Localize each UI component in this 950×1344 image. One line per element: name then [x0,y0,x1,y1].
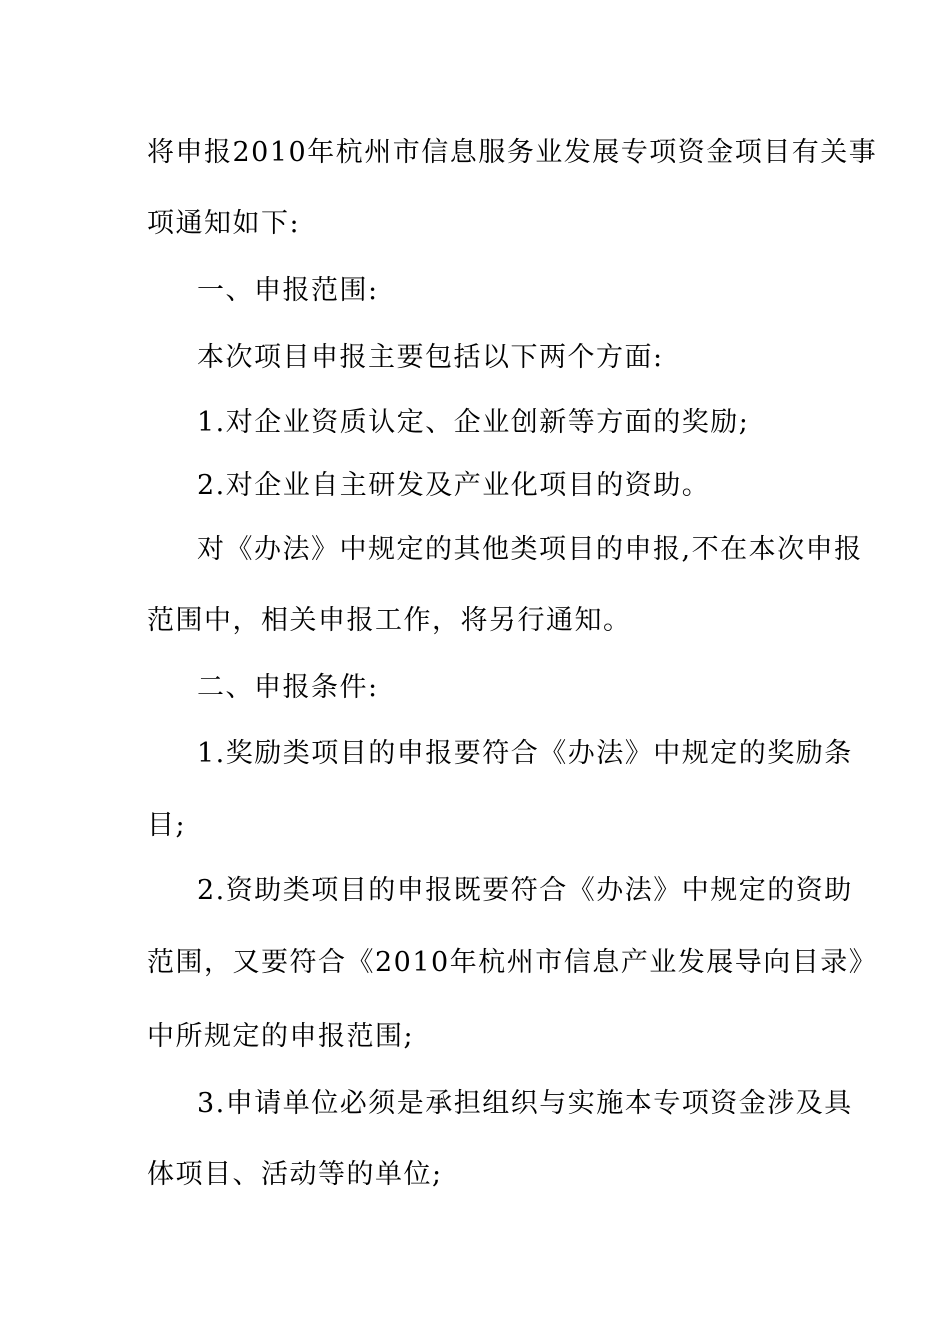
paragraph-line: 目; [147,810,187,841]
paragraph-line: 对《办法》中规定的其他类项目的申报,不在本次申报 [197,534,863,565]
list-item: 1.奖励类项目的申报要符合《办法》中规定的奖励条 [197,738,853,769]
paragraph-line: 范围，又要符合《2010年杭州市信息产业发展导向目录》 [147,947,878,978]
list-item: 3.申请单位必须是承担组织与实施本专项资金涉及具 [197,1088,853,1119]
section-heading: 一、申报范围: [197,275,379,306]
paragraph-line: 将申报2010年杭州市信息服务业发展专项资金项目有关事 [147,137,878,168]
list-item: 2.对企业自主研发及产业化项目的资助。 [197,470,711,501]
list-item: 2.资助类项目的申报既要符合《办法》中规定的资助 [197,875,853,906]
paragraph-line: 本次项目申报主要包括以下两个方面: [197,342,664,373]
list-item: 1.对企业资质认定、企业创新等方面的奖励; [197,407,750,438]
paragraph-line: 中所规定的申报范围; [147,1021,415,1052]
section-heading: 二、申报条件: [197,672,379,703]
paragraph-line: 体项目、活动等的单位; [147,1159,443,1190]
paragraph-line: 范围中，相关申报工作，将另行通知。 [147,605,632,636]
paragraph-line: 项通知如下: [147,208,301,239]
